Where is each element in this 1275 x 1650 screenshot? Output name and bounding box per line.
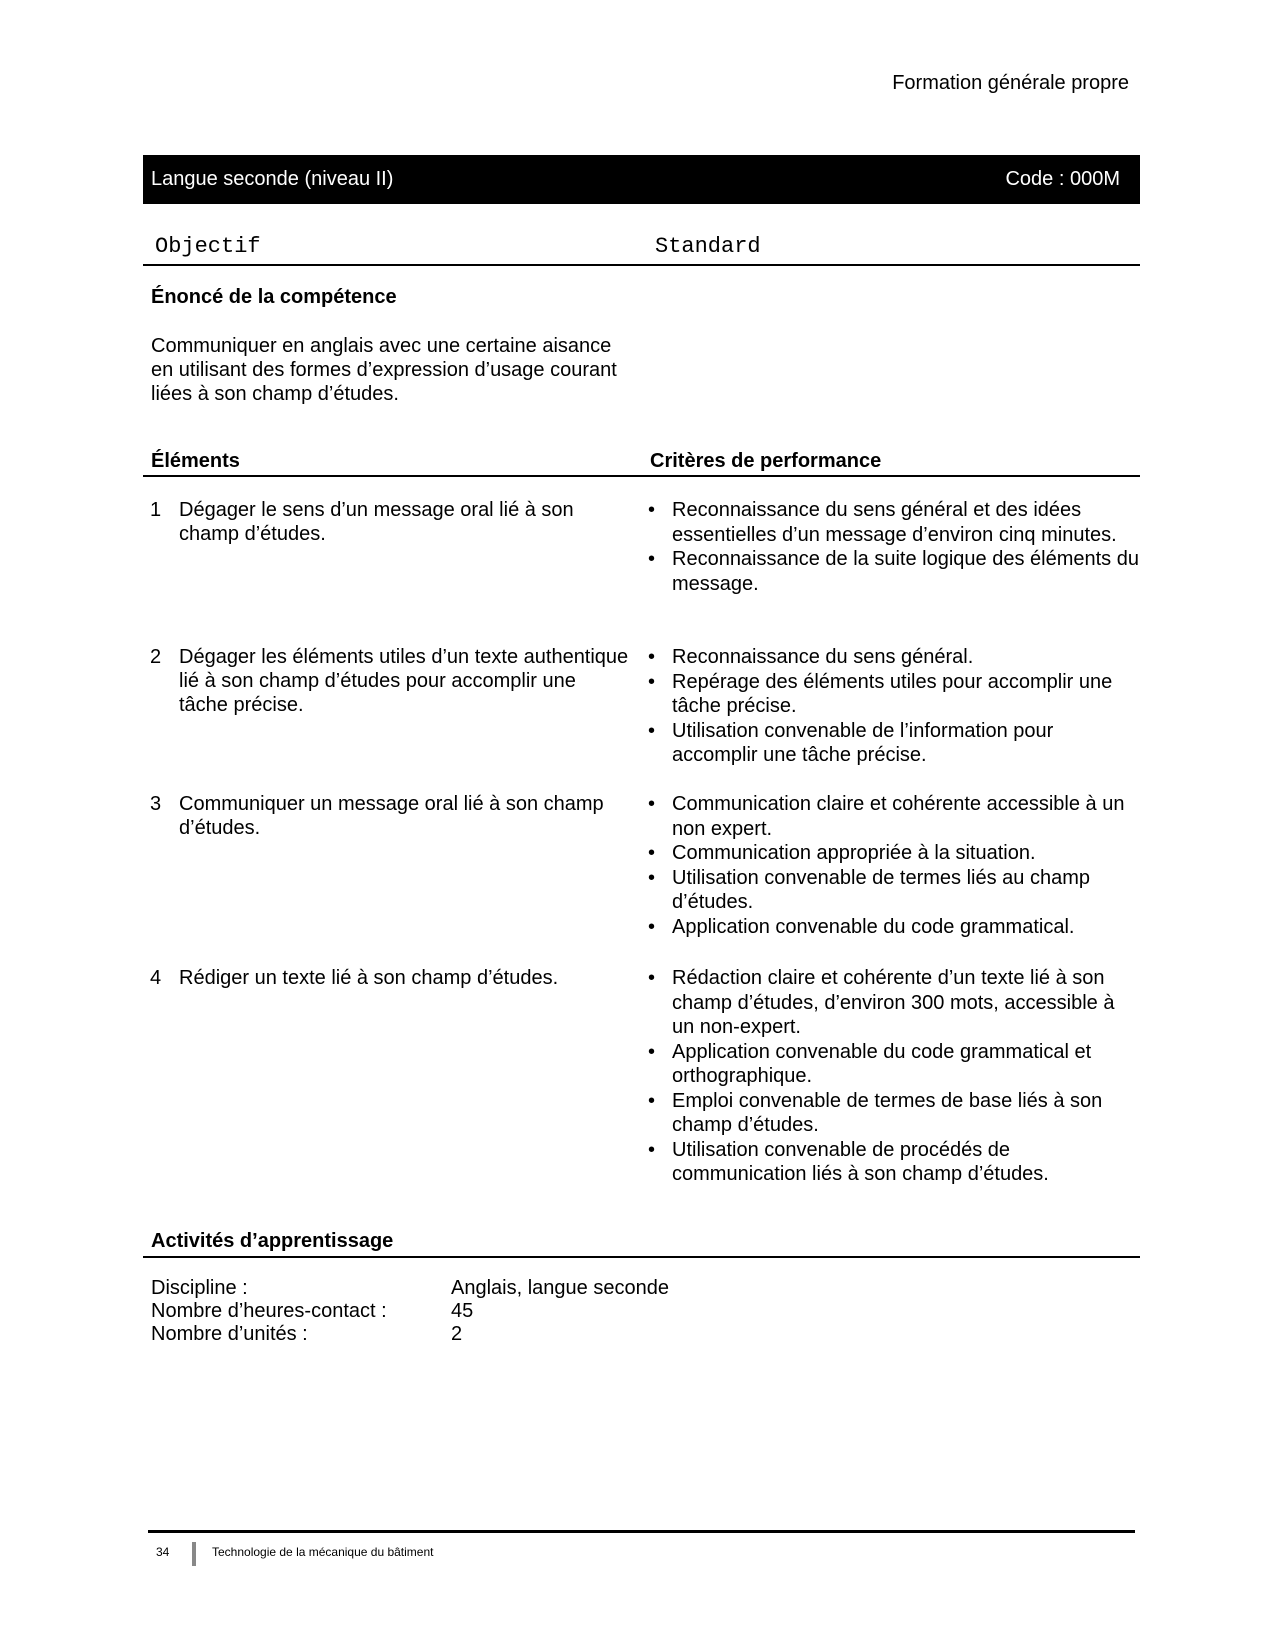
element-text: Dégager les éléments utiles d’un texte authentique lié à son champ d’études pour accomplir une tâche précise. [179,646,629,716]
activities-heading: Activités d’apprentissage [151,1230,394,1252]
element-text: Communiquer un message oral lié à son champ d’études. [179,793,604,839]
element-row-3 [150,792,630,840]
competence-line: liées à son champ d’études. [151,383,399,405]
criterion: • Communication appropriée à la situation. [648,841,1140,866]
element-number: 1 [150,499,162,521]
criterion: • Utilisation convenable de termes liés au champ d’études. [648,866,1140,915]
page-number: 34 [156,1545,170,1559]
criteria-list-2 [648,645,1140,768]
footer-program: Technologie de la mécanique du bâtiment [212,1545,434,1559]
criterion: • Communication claire et cohérente accessible à un non expert. [648,792,1140,841]
competence-line: en utilisant des formes d’expression d’usage courant [151,359,617,381]
competence-heading: Énoncé de la compétence [151,286,397,308]
criterion: • Reconnaissance du sens général et des idées essentielles d’un message d’environ cinq minutes. [648,498,1140,547]
units-value: 2 [451,1323,463,1345]
competence-line: Communiquer en anglais avec une certaine aisance [151,335,612,357]
activities-info [151,1277,669,1346]
criterion: • Application convenable du code grammatical. [648,915,1140,940]
hours-row [151,1300,669,1323]
activities-rule [143,1256,1140,1258]
discipline-label: Discipline : [151,1277,248,1299]
element-number: 2 [150,646,162,668]
criteria-list-3 [648,792,1140,939]
discipline-row [151,1277,669,1300]
units-row [151,1323,669,1346]
criteria-list-4 [648,966,1140,1187]
objective-standard-row [143,232,1140,266]
units-label: Nombre d’unités : [151,1323,308,1345]
criterion: • Emploi convenable de termes de base liés à son champ d’études. [648,1089,1140,1138]
hours-value: 45 [451,1300,474,1322]
element-number: 3 [150,793,162,815]
element-row-4 [150,966,630,990]
criteria-list-1 [648,498,1140,596]
element-text: Dégager le sens d’un message oral lié à son champ d’études. [179,499,574,545]
section-title: Formation générale propre [892,72,1129,94]
course-title: Langue seconde (niveau II) [151,168,394,190]
element-row-2 [150,645,630,717]
standard-label: Standard [655,234,761,259]
hours-label: Nombre d’heures-contact : [151,1300,387,1322]
course-title-bar [143,155,1140,204]
objectif-label: Objectif [155,234,261,259]
criterion: • Utilisation convenable de procédés de communication liés à son champ d’études. [648,1138,1140,1187]
competence-statement [151,334,617,406]
course-code: Code : 000M [1005,168,1120,190]
criteria-header: Critères de performance [650,450,882,472]
element-number: 4 [150,967,162,989]
element-row-1 [150,498,630,546]
table-header-rule [143,475,1140,477]
elements-header: Éléments [151,450,240,472]
criterion: • Rédaction claire et cohérente d’un texte lié à son champ d’études, d’environ 300 mots, accessible à un non-expert. [648,966,1140,1040]
criterion: • Utilisation convenable de l’information pour accomplir une tâche précise. [648,719,1140,768]
criterion: • Application convenable du code grammatical et orthographique. [648,1040,1140,1089]
footer-separator [192,1542,196,1566]
criterion: • Repérage des éléments utiles pour accomplir une tâche précise. [648,670,1140,719]
criterion: • Reconnaissance de la suite logique des éléments du message. [648,547,1140,596]
element-text: Rédiger un texte lié à son champ d’études. [179,967,559,989]
footer-rule [148,1530,1135,1533]
criterion: • Reconnaissance du sens général. [648,645,1140,670]
discipline-value: Anglais, langue seconde [451,1277,669,1299]
